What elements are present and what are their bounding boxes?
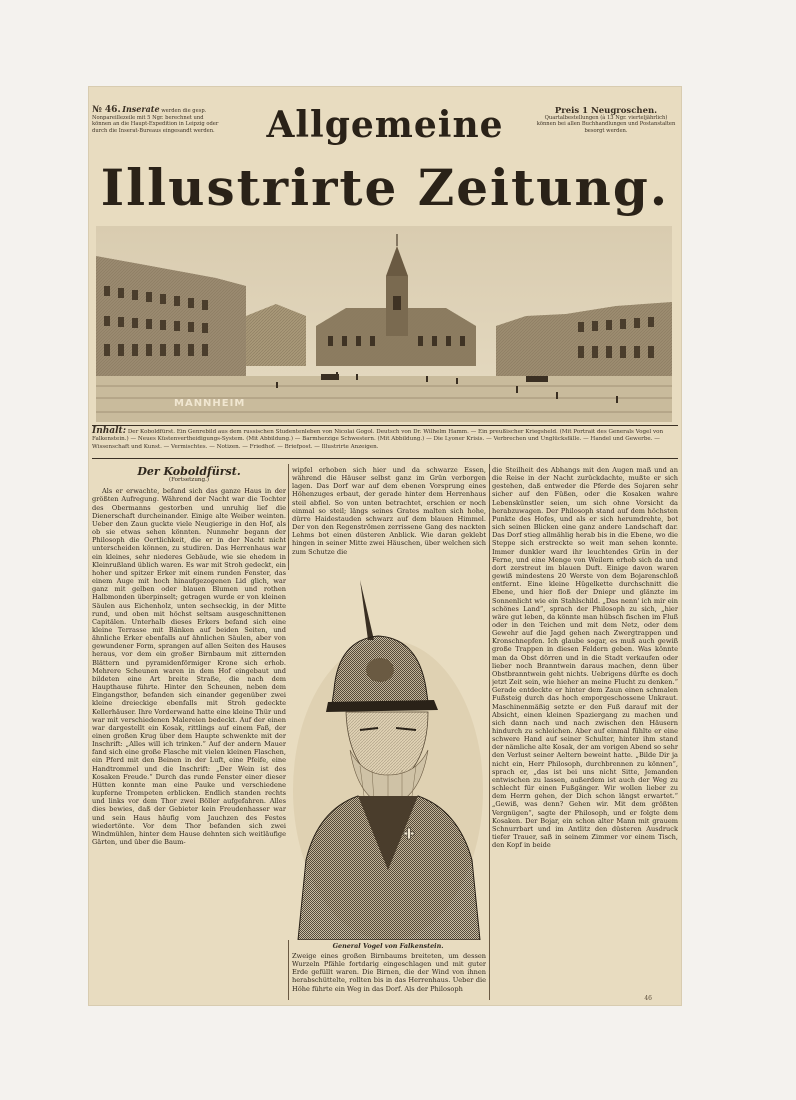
column-3 <box>492 466 678 998</box>
column-2-bottom <box>292 952 486 1000</box>
masthead-title-line2: Illustrirte Zeitung. <box>100 158 670 217</box>
price-label: Preis 1 Neugroschen. <box>554 106 658 116</box>
masthead-right <box>536 108 676 134</box>
masthead-title-line1: Allgemeine <box>266 104 504 146</box>
column-2-top-text: wipfel erhoben sich hier und da schwarze Essen, während die Häuser selbst ganz im Grün verborgen lagen. Das Dorf war auf dem ebenen Vorsprung eines Höhenzuges erbaut, der gerade hinter dem Herrenhaus steil abfiel. So von unten betrachtet, erschien er noch einmal so steil; längs seines Grates malten sich hohe, dürre Haidestauden schwarz auf dem blauen Himmel. Der von den Regenströmen zerrissene Gang des nackten Lehms bot einen düsteren Anblick. Wie daran geklebt hingen in seiner Mitte zwei Häuschen, über welchen sich zum Schutze die <box>292 466 486 556</box>
portrait-caption: General Vogel von Falkenstein. <box>332 942 444 950</box>
article-subtitle: (Fortsetzung.) <box>168 477 210 484</box>
page-number: 46 <box>644 995 652 1002</box>
column-2-top <box>292 466 486 566</box>
column-3-text: die Steilheit des Abhangs mit den Augen maß und an die Reise in der Nacht zurückdachte, mußte er sich gestehen, daß entweder die Pferde des Sojaren sehr sicher auf den Füßen, oder die Kosaken wahre Lebenskünstler seien, um sich ohne Vorsicht da herabzuwagen. Der Philosoph stand auf dem höchsten Punkte des Hofes, und als er sich herumdrehte, bot sich seinen Blicken eine ganz andere Landschaft dar. Das Dorf stieg allmählig herab bis in die Ebene, wo die Steppe sich erstreckte so weit man sehen konnte. Immer dunkler ward ihr leuchtendes Grün in der Ferne, und eine Menge von Weilern erhob sich da und dort zerstreut im blauen Duft. Einige davon waren gewiß mindestens 20 Werste von dem Bojarenschloß entfernt. Eine kleine Hügelkette durchschnitt die Ebene, und hier floß der Dniepr und glänzte im Sonnenlicht wie ein Stahlschild. „Das nenn' ich mir ein schönes Land“, sprach der Philosoph zu sich, „hier wäre gut leben, da könnte man hübsch fischen im Fluß oder in den Teichen und mit dem Netz, oder dem Gewehr auf die Jagd gehen nach Zwergtrappen und Kronschnepfen. Ich glaube sogar, es muß auch gewiß große Trappen in diesen Feldern geben. Was könnte man da Obst dörren und in die Stadt verkaufen oder lieber noch Branntwein daraus machen, denn über Obstbranntwein geht nichts. Uebrigens dürfte es doch jetzt Zeit sein, wie hieher an meine Flucht zu denken.“ Gerade entdeckte er hinter dem Zaun einen schmalen Fußsteig durch das hoch emporgeschossene Unkraut. Maschinenmäßig setzte er den Fuß darauf mit der Absicht, einen kleinen Spaziergang zu machen und sich dann nach und nach zwischen den Häusern hindurch zu schleichen. Aber auf einmal fühlte er eine schwere Hand auf seiner Schulter, hinter ihm stand der nämliche alte Kosak, der am vorigen Abend so sehr den Verlust seiner Aeltern beweint hatte. „Bilde Dir ja nicht ein, Herr Philosoph, durchbrennen zu können“, sprach er, „das ist bei uns nicht Sitte, Jemanden entwischen zu lassen, außerdem ist auch der Weg zu schlecht für einen Fußgänger. Wir wollen lieber zu dem Herrn gehen, der Dich schon längst erwartet.“ „Gewiß, was denn? Gehen wir. Mit dem größten Vergnügen“, sagte der Philosoph, und er folgte dem Kosaken. Der Bojar, ein schon alter Mann mit grauem Schnurrbart und im Antlitz den düsteren Ausdruck tiefer Trauer, saß in seinem Zimmer vor einem Tisch, den Kopf in beide <box>492 466 678 850</box>
general-portrait-engraving <box>288 570 488 940</box>
column-1-text: Als er erwachte, befand sich das ganze Haus in der größten Aufregung. Während der Nacht war die Tochter des Obermanns gestorben und unruhig lief die Dienerschaft durcheinander. Einige alte Weiber weinten. Ueber den Zaun guckte viele Neugierige in den Hof, als ob sie etwas sehen könnten. Nunmehr begann der Philosoph die Oertlichkeit, die er in der Nacht nicht unterscheiden können, zu studiren. Das Herrenhaus war ein kleines, sehr niederes Gebäude, wie sie ehedem in Kleinrußland üblich waren. Es war mit Stroh gedeckt, ein hoher und spitzer Erker mit einem runden Fenster, das einem Auge mit hoch hinaufgezogenen Lid glich, war ganz mit gelben oder blauen Blumen und rothen Halbmonden überpinselt; getragen wurde er von kleinen Säulen aus Eichenholz, unten sechseckig, in der Mitte rund, und oben mit höchst seltsam ausgeschnittenen Capitälen. Unterhalb dieses Erkers befand sich eine kleine Terrasse mit Bänken auf beiden Seiten, und ähnliche Erker ebenfalls auf ähnlichen Säulen, aber von gewundener Form, sprangen auf allen Seiten des Hauses heraus, vor dem ein großer Birnbaum mit zitternden Blättern und pyramidenförmiger Krone sich erhob. Mehrere Scheunen waren in dem Hof eingebaut und bildeten eine Art breite Straße, die nach dem Haupthause führte. Hinter den Scheunen, neben dem Eingangsthor, befanden sich einander gegenüber zwei kleine dreieckige ebenfalls mit Stroh gedeckte Kellerhäuser. Ihre Vorderwand hatte eine kleine Thür und war mit verschiedenen Malereien bedeckt. Auf der einen war dargestellt ein Kosak, rittlings auf einem Faß, der einen großen Krug über dem Haupte schwenkte mit der Inschrift: „Alles will ich trinken.“ Auf der andern Mauer fand sich eine große Flasche mit vielen kleinen Flaschen, ein Pferd mit den Beinen in der Luft, eine Pfeife, eine Handtrommel und die Inschrift: „Der Wein ist des Kosaken Freude.“ Durch das runde Fenster einer dieser Hütten konnte man eine Pauke und verschiedene kupferne Trompeten erblicken. Endlich standen rechts und links vor dem Thor zwei Böller aufgefahren. Alles dies bewies, daß der Gebieter kein Freudenhasser war und sein Haus häufig vom Jauchzen des Festes wiedertönte. Vor dem Thor befanden sich zwei Windmühlen, hinter dem Hause dehnten sich weitläufige Gärten, und über die Baum- <box>92 487 286 847</box>
article-title: Der Koboldfürst. <box>137 466 241 478</box>
contents-label: Inhalt: <box>92 426 127 436</box>
inserate-label: Inserate <box>122 104 160 114</box>
price-text: Quartalbestellungen (à 13 Ngr. vierteljährlich) können bei allen Buchhandlungen und Postanstalten besorgt werden. <box>536 114 676 134</box>
vignette-city-label: MANNHEIM <box>174 398 246 409</box>
rule-bottom <box>92 458 678 459</box>
newspaper-page <box>88 86 682 1006</box>
rule-top <box>92 425 678 426</box>
contents-text: Der Koboldfürst. Ein Genrebild aus dem russischen Studentenleben von Nicolai Gogol. Deutsch von Dr. Wilhelm Hamm. — Ein preußischer Kriegsheld. (Mit Portrait des Generals Vogel von Falkenstein.) — Neues Küstenvertheidigungs-System. (Mit Abbildung.) — Barmherzige Schwestern. (Mit Abbildung.) — Die Lyoner Krisis. — Verbrechen und Unglücksfälle. — Handel und Gewerbe. — Wissenschaft und Kunst. — Vermischtes. — Notizen. — Friedhof. — Briefpost. — Illustrirte Anzeigen. <box>92 429 664 450</box>
issue-number: № 46. <box>92 105 121 115</box>
column-2-bottom-text: Zweige eines großen Birnbaums breiteten, um dessen Wurzeln Pfähle fortdarig eingeschlagen und mit guter Erde gefüllt waren. Die Birnen, die der Wind von ihnen herabschüttelte, rollten bis in das Herrenhaus. Ueber die Höhe führte ein Weg in das Dorf. Als der Philosoph <box>292 952 486 993</box>
mannheim-vignette <box>96 226 672 422</box>
inserate-text: werden die gesp. Nonpareillezeile mit 5 Ngr. berechnet und können an die Haupt-Expedition in Leipzig oder durch die Inserat-Bureaus eingesandt werden. <box>92 108 219 134</box>
column-1 <box>92 466 286 998</box>
column-divider-2 <box>489 464 490 1000</box>
table-of-contents <box>92 428 678 451</box>
